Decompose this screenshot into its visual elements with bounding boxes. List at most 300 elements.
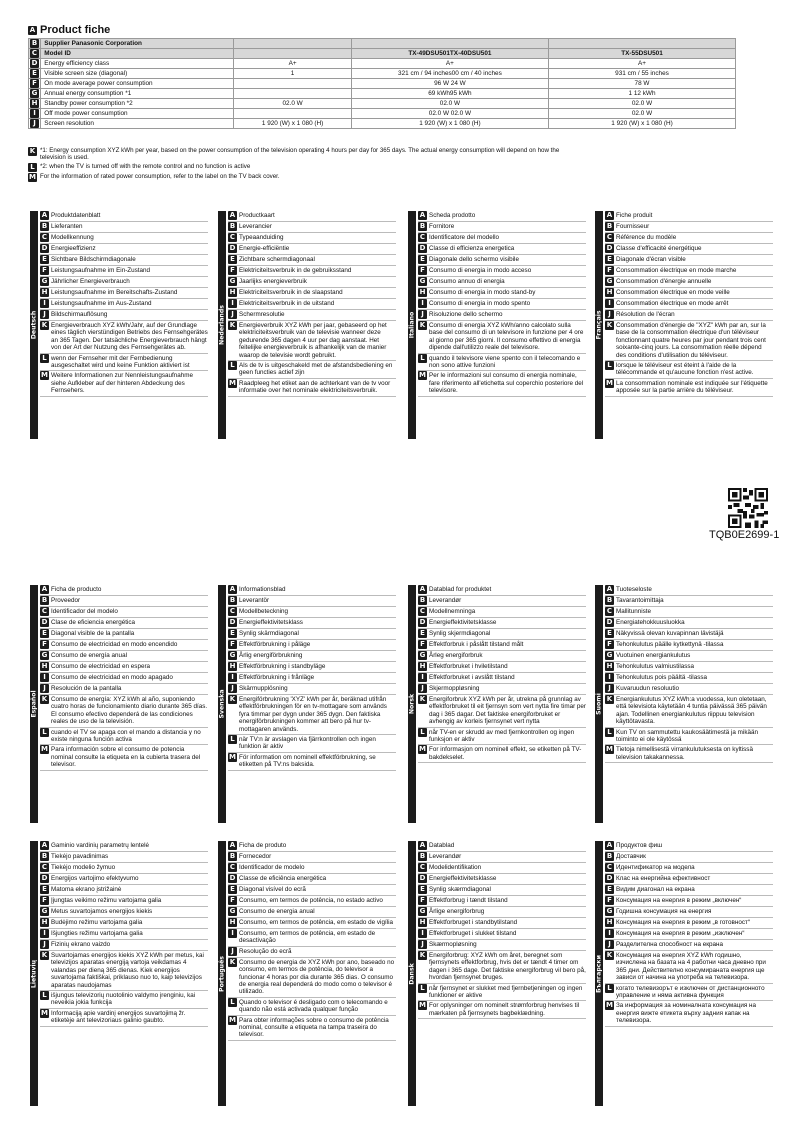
item-badge: M	[229, 378, 236, 387]
language-block	[218, 585, 396, 823]
row-badge: I	[30, 109, 39, 118]
item-text: Energieffektivitetsklass	[239, 619, 303, 626]
item-badge: M	[41, 371, 48, 380]
item-badge: D	[229, 874, 236, 882]
item-badge: M	[606, 745, 613, 754]
row-label: Screen resolution	[41, 119, 234, 129]
footnote	[28, 163, 568, 172]
item-badge: D	[41, 244, 48, 252]
item-text: Consumo de energia de XYZ kWh por ano, baseado no consumo, em termos de potência, do televisor a funcionar 4 horas por dia durante 365 dias. O consumo de energia real dependerá do modo como o televisor é utilizado.	[239, 958, 395, 996]
item-badge: M	[229, 752, 236, 761]
list-item	[228, 863, 396, 874]
language-tab	[408, 585, 416, 823]
list-item	[40, 745, 208, 770]
item-text: Effektforbrug i tændt tilstand	[429, 897, 508, 904]
row-badge: D	[31, 59, 38, 67]
item-text: Suvartojamas energijos kiekis XYZ kWh per metus, kai televizijos aparatas energiją vartoja veikdamas 4 valandas per dieną 365 dienas. Kiek energijos suvartojama faktiškai, priklauso nuo to, kaip televizijos aparatas naudojamas	[51, 952, 204, 989]
item-text: Ficha de produto	[239, 842, 287, 849]
language-name: Italiano	[408, 311, 416, 339]
item-badge: K	[419, 951, 426, 959]
list-item	[605, 940, 773, 951]
item-badge: B	[41, 596, 48, 604]
item-text: Tuoteseloste	[616, 586, 652, 593]
list-item	[228, 244, 396, 255]
item-badge: I	[605, 929, 614, 938]
item-badge: C	[229, 607, 236, 615]
list-item	[605, 310, 773, 321]
list-item	[418, 852, 586, 863]
list-item	[605, 695, 773, 728]
list-item	[605, 211, 773, 222]
list-item	[418, 745, 586, 763]
footnote	[28, 147, 568, 162]
list-item	[228, 651, 396, 662]
language-tab	[218, 585, 226, 823]
item-text: Effektforbruket i hviletilstand	[429, 663, 508, 670]
item-badge: D	[606, 244, 613, 252]
item-text: Consumo, em termos de potência, em estado de desactivação	[239, 930, 376, 945]
item-badge: I	[418, 673, 427, 682]
item-text: Clase de eficiencia energética	[51, 619, 136, 626]
item-text: lorsque le téléviseur est éteint à l'aide de la télécommande et qu'aucune fonction n'est active.	[616, 362, 754, 377]
item-text: Consumo de electricidad en modo encendido	[51, 641, 178, 648]
cell-col2: 69 kWh95 kWh	[351, 89, 548, 99]
list-item	[418, 841, 586, 852]
item-badge: H	[419, 288, 426, 296]
item-badge: L	[40, 991, 49, 1000]
list-item	[418, 354, 586, 372]
item-badge: A	[41, 585, 48, 593]
language-block	[408, 585, 586, 823]
item-text: når TV-en er skrudd av med fjernkontrollen og ingen funksjon er aktiv	[429, 728, 575, 744]
list-item	[418, 728, 586, 746]
language-name: Norsk	[408, 693, 416, 715]
language-block	[408, 211, 586, 439]
item-badge: G	[229, 907, 236, 915]
list-item	[40, 918, 208, 929]
item-badge: E	[40, 885, 49, 894]
item-badge: K	[606, 951, 613, 959]
language-tab	[30, 211, 38, 439]
list-item	[228, 753, 396, 771]
row-badge: E	[30, 69, 39, 78]
item-badge: A	[229, 841, 236, 849]
item-text: Identificador del modelo	[51, 608, 118, 615]
item-badge: L	[418, 984, 427, 993]
list-item	[228, 361, 396, 379]
item-text: Produktdatenblatt	[51, 212, 101, 219]
item-text: Elektriciteitsverbruik in de gebruiksstand	[239, 267, 352, 274]
cell-col1	[234, 49, 351, 59]
list-item	[40, 662, 208, 673]
item-badge: L	[228, 361, 237, 370]
item-badge: D	[229, 618, 236, 626]
list-item	[40, 695, 208, 728]
item-text: Consommation d'énergie annuelle	[616, 278, 712, 285]
cell-col3: 1 920 (W) x 1 080 (H)	[549, 119, 736, 129]
list-item	[228, 596, 396, 607]
cell-col2: 321 cm / 94 inches00 cm / 40 inches	[351, 69, 548, 79]
item-badge: B	[419, 222, 426, 230]
list-item	[605, 929, 773, 940]
item-badge: M	[419, 371, 426, 380]
list-item	[418, 651, 586, 662]
list-item	[605, 321, 773, 361]
item-text: Per le informazioni sul consumo di energia nominale, fare riferimento all'etichetta sul coperchio posteriore del televisore.	[429, 372, 584, 395]
cell-col1	[234, 39, 351, 49]
item-text: wenn der Fernseher mit der Fernbedienung ausgeschaltet wird und keine Funktion aktiviert ist	[51, 354, 190, 370]
item-text: Proveedor	[51, 597, 81, 604]
item-badge: M	[606, 1001, 613, 1010]
row-label: Annual energy consumption *1	[41, 89, 234, 99]
item-badge: G	[419, 907, 426, 915]
list-item	[228, 735, 396, 753]
item-badge: F	[418, 896, 427, 905]
list-item	[418, 299, 586, 310]
item-text: Effektförbrukning i frånläge	[239, 674, 315, 681]
item-badge: E	[418, 885, 427, 894]
list-item	[418, 940, 586, 951]
item-text: Consumo annuo di energia	[429, 278, 505, 285]
item-text: Schermresolutie	[239, 311, 285, 318]
list-item	[605, 673, 773, 684]
item-text: Informationsblad	[239, 586, 286, 593]
item-badge: B	[229, 222, 236, 230]
language-name: Lietuvių	[30, 959, 38, 988]
cell-col3: 931 cm / 55 inches	[549, 69, 736, 79]
list-item	[605, 728, 773, 746]
language-name: Nederlands	[218, 305, 226, 345]
item-badge: I	[40, 929, 49, 938]
list-item	[418, 618, 586, 629]
item-text: Energiatehokkuusluokka	[616, 619, 685, 626]
item-text: när TV:n är avslagen via fjärrkontrollen och ingen funktion är aktiv	[239, 736, 376, 751]
cell-col1	[234, 89, 351, 99]
list-item	[40, 640, 208, 651]
list-item	[605, 684, 773, 695]
list-item	[228, 211, 396, 222]
item-badge: M	[606, 378, 613, 387]
language-tab	[30, 585, 38, 823]
list-item	[418, 266, 586, 277]
item-badge: B	[606, 596, 613, 604]
list-item	[40, 951, 208, 991]
row-badge: C	[31, 49, 38, 57]
item-text: Identificador de modelo	[239, 864, 305, 871]
item-badge: J	[418, 940, 427, 949]
item-text: Energijos vartojimo efektyvumo	[51, 875, 139, 882]
language-tab	[595, 585, 603, 823]
list-item	[418, 222, 586, 233]
language-block	[218, 211, 396, 439]
cell-col3: 1 12 kWh	[549, 89, 736, 99]
item-text: Modellnemninga	[429, 608, 476, 615]
item-badge: K	[419, 695, 426, 703]
item-badge: M	[41, 1008, 48, 1017]
list-item	[40, 255, 208, 266]
list-item	[418, 371, 586, 396]
item-text: Консумация на енергия в режим „изключен“	[616, 930, 745, 937]
list-item	[228, 321, 396, 361]
item-text: Kun TV on sammutettu kaukosäätimestä ja mikään toiminto ei ole käytössä	[616, 728, 758, 744]
item-badge: I	[418, 299, 427, 308]
list-item	[605, 745, 773, 763]
item-text: Identificatore del modello	[429, 234, 500, 241]
list-item	[228, 233, 396, 244]
item-text: Informaciją apie vardinį energijos suvartojimą žr. etiketėje ant televizoriaus galinio gaubto.	[51, 1009, 186, 1025]
item-text: Consumo de energía anual	[51, 652, 127, 659]
table-row	[29, 59, 736, 69]
list-item	[605, 233, 773, 244]
item-text: Elektriciteitsverbruik in de uitstand	[239, 300, 335, 307]
list-item	[228, 998, 396, 1016]
list-item	[228, 288, 396, 299]
item-text: Ficha de producto	[51, 586, 102, 593]
list-item	[228, 841, 396, 852]
item-badge: D	[606, 618, 613, 626]
item-badge: L	[605, 728, 614, 737]
list-item	[228, 684, 396, 695]
row-label: Off mode power consumption	[41, 109, 234, 119]
item-badge: C	[41, 233, 48, 241]
item-text: Energiankulutus XYZ kWh:a vuodessa, kun oletetaan, että televisiota käytetään 4 tuntia päivässä 365 päivän ajan. Todellinen energiankulutus riippuu television käyttötavasta.	[616, 696, 767, 726]
item-badge: K	[419, 321, 426, 329]
list-item	[40, 211, 208, 222]
item-text: Fournisseur	[616, 223, 650, 230]
item-badge: B	[419, 852, 426, 860]
list-item	[418, 321, 586, 354]
item-text: Fornitore	[429, 223, 455, 230]
item-badge: J	[418, 684, 427, 693]
list-item	[605, 618, 773, 629]
item-text: Consommation électrique en mode arrêt	[616, 300, 729, 307]
language-name: Dansk	[408, 962, 416, 985]
item-badge: B	[41, 852, 48, 860]
list-item	[605, 863, 773, 874]
item-text: Консумация на енергия в режим „включен“	[616, 897, 742, 904]
list-item	[418, 211, 586, 222]
list-item	[40, 354, 208, 372]
language-name: Português	[218, 955, 226, 992]
item-text: Leistungsaufnahme im Bereitschafts-Zustand	[51, 289, 178, 296]
cell-col3	[549, 39, 736, 49]
list-item	[40, 244, 208, 255]
item-badge: C	[606, 233, 613, 241]
item-badge: K	[41, 695, 48, 703]
qr-code-icon	[728, 488, 768, 528]
cell-col2: A+	[351, 59, 548, 69]
item-badge: L	[40, 354, 49, 363]
list-item	[40, 863, 208, 874]
list-item	[40, 629, 208, 640]
item-text: Разделителна способност на екрана	[616, 941, 723, 948]
item-text: Kuvaruudun resoluutio	[616, 685, 680, 692]
item-text: Tavarantoimittaja	[616, 597, 664, 604]
item-text: Résolution de l'écran	[616, 311, 675, 318]
item-badge: M	[229, 1015, 236, 1024]
list-item	[40, 728, 208, 746]
item-badge: D	[419, 874, 426, 882]
note-badge: M	[29, 172, 36, 181]
language-block	[30, 841, 208, 1106]
item-text: Modelidentifikation	[429, 864, 482, 871]
item-badge: A	[229, 585, 236, 593]
language-name: Svenska	[218, 689, 226, 719]
item-badge: G	[229, 277, 236, 285]
item-badge: K	[229, 695, 236, 703]
item-text: Tiekėjo pavadinimas	[51, 853, 109, 860]
list-item	[605, 596, 773, 607]
item-badge: G	[229, 651, 236, 659]
list-item	[605, 951, 773, 984]
item-badge: F	[228, 266, 237, 275]
list-item	[418, 929, 586, 940]
item-text: Classe d'efficacité énergétique	[616, 245, 702, 252]
item-badge: D	[41, 874, 48, 882]
cell-col1: 02.0 W	[234, 99, 351, 109]
list-item	[228, 640, 396, 651]
item-badge: I	[40, 299, 49, 308]
document-code: TQB0E2699-1	[709, 529, 780, 541]
item-badge: I	[40, 673, 49, 682]
item-text: Diagonale dello schermo visibile	[429, 256, 519, 263]
list-item	[605, 918, 773, 929]
list-item	[40, 651, 208, 662]
language-tab	[408, 211, 416, 439]
item-badge: E	[228, 629, 237, 638]
list-item	[228, 277, 396, 288]
list-item	[228, 299, 396, 310]
item-text: Synlig skjermdiagonal	[429, 630, 491, 637]
item-badge: M	[419, 745, 426, 754]
list-item	[228, 673, 396, 684]
row-label: Standby power consumption *2	[41, 99, 234, 109]
item-text: Årlig energiförbrukning	[239, 652, 303, 659]
item-text: Effektförbrukning i standbyläge	[239, 663, 326, 670]
list-item	[40, 618, 208, 629]
item-badge: F	[605, 640, 614, 649]
item-text: Skärmupplösning	[239, 685, 288, 692]
item-badge: F	[605, 896, 614, 905]
list-item	[418, 896, 586, 907]
item-text: når fjernsynet er slukket med fjernbetjeningen og ingen funktioner er aktive	[429, 984, 583, 1000]
item-text: Energiförbrukning 'XYZ' kWh per år, beräknad utifrån effektförbrukningen för en tv-mottagare som används fyra timmar per dygn under 365 dygn. Den faktiska energiförbrukningen kommer att bero på hur tv-mottagaren används.	[239, 696, 387, 733]
language-tab	[595, 841, 603, 1106]
list-item	[605, 299, 773, 310]
list-item	[605, 1001, 773, 1026]
item-badge: I	[228, 673, 237, 682]
list-item	[228, 907, 396, 918]
item-badge: B	[606, 222, 613, 230]
list-item	[40, 233, 208, 244]
list-item	[228, 874, 396, 885]
item-text: Scheda prodotto	[429, 212, 476, 219]
item-badge: A	[606, 585, 613, 593]
item-text: Budėjimo režimu vartojama galia	[51, 919, 143, 926]
item-text: За информация за номиналната консумация на енергия вижте етикета върху задния капак на телевизора.	[616, 1002, 756, 1025]
item-badge: E	[228, 885, 237, 894]
item-badge: A	[606, 841, 613, 849]
item-badge: M	[41, 745, 48, 754]
item-text: Консумация на енергия XYZ kWh годишно, изчислена на базата на 4 работни часа дневно при 365 дни. Действително консумираната енергия ще зависи от начина на употреба на телевизора.	[616, 952, 766, 982]
item-badge: H	[606, 288, 613, 296]
cell-col3: 78 W	[549, 79, 736, 89]
item-badge: A	[229, 211, 236, 219]
list-item	[418, 984, 586, 1002]
list-item	[418, 907, 586, 918]
item-badge: H	[606, 662, 613, 670]
item-text: La consommation nominale est indiquée sur l'étiquette apposée sur la partie arrière du téléviseur.	[616, 379, 768, 395]
list-item	[605, 288, 773, 299]
note-badge: L	[28, 163, 37, 172]
item-text: Fizinių ekrano vaizdo	[51, 941, 111, 948]
item-text: Para información sobre el consumo de potencia nominal consulte la etiqueta en la cubierta trasera del televisor.	[51, 746, 201, 769]
item-text: Effektforbruget i standbytilstand	[429, 919, 518, 926]
list-item	[40, 310, 208, 321]
list-item	[40, 852, 208, 863]
item-badge: E	[418, 629, 427, 638]
item-badge: F	[40, 896, 49, 905]
item-badge: E	[605, 629, 614, 638]
item-badge: L	[228, 998, 237, 1007]
item-text: Productkaart	[239, 212, 275, 219]
table-row	[29, 89, 736, 99]
note-text: *1: Energy consumption XYZ kWh per year, based on the power consumption of the television operating 4 hours per day for 365 days. The actual energy consumption will depend on how the television is used.	[40, 147, 560, 162]
cell-col3: TX-55DSU501	[549, 49, 736, 59]
list-item	[40, 277, 208, 288]
list-item	[228, 695, 396, 735]
item-badge: C	[606, 863, 613, 871]
item-badge: I	[605, 299, 614, 308]
item-badge: L	[418, 354, 427, 363]
item-text: Leverancier	[239, 223, 272, 230]
item-badge: F	[418, 266, 427, 275]
item-badge: F	[418, 640, 427, 649]
list-item	[418, 863, 586, 874]
item-text: Consumo di energia XYZ kWh/anno calcolato sulla base del consumo di un televisore in funzione per 4 ore al giorno per 365 giorni. Il consumo effettivo di energia dipende dall'utilizzo reale del televisore.	[429, 322, 584, 352]
item-badge: J	[418, 310, 427, 319]
list-item	[418, 310, 586, 321]
item-badge: E	[40, 629, 49, 638]
item-badge: B	[41, 222, 48, 230]
item-badge: A	[606, 211, 613, 219]
item-text: Jährlicher Energieverbrauch	[51, 278, 130, 285]
list-item	[228, 618, 396, 629]
cell-col1: 1	[234, 69, 351, 79]
row-label: Supplier Panasonic Corporation	[41, 39, 234, 49]
item-text: Consumo di energia in modo spento	[429, 300, 531, 307]
item-text: For informasjon om nominell effekt, se etiketten på TV-bakdekselet.	[429, 746, 582, 761]
item-text: Fiche produit	[616, 212, 653, 219]
item-text: Leistungsaufnahme im Ein-Zustand	[51, 267, 151, 274]
list-item	[40, 896, 208, 907]
section-badge: A	[29, 25, 36, 34]
item-text: Risoluzione dello schermo	[429, 311, 503, 318]
item-text: Elektriciteitsverbruik in de slaapstand	[239, 289, 343, 296]
item-badge: H	[419, 662, 426, 670]
item-text: išjungus televizorių nuotolinio valdymo įrenginiu, kai neveikia jokia funkcija	[51, 992, 196, 1007]
item-text: Skærmopløsning	[429, 941, 477, 948]
list-item	[605, 662, 773, 673]
item-text: Para obter informações sobre o consumo de potência nominal, consulte a etiqueta na tampa traseira do televisor.	[239, 1016, 389, 1039]
list-item	[40, 841, 208, 852]
row-label: On mode average power consumption	[41, 79, 234, 89]
item-text: Продуктов фиш	[616, 842, 663, 849]
item-text: Raadpleeg het etiket aan de achterkant van de tv voor informatie over het nominale elektriciteitsverbruik.	[239, 379, 391, 395]
row-label: Visible screen size (diagonal)	[41, 69, 234, 79]
item-badge: E	[40, 255, 49, 264]
list-item	[418, 1001, 586, 1019]
